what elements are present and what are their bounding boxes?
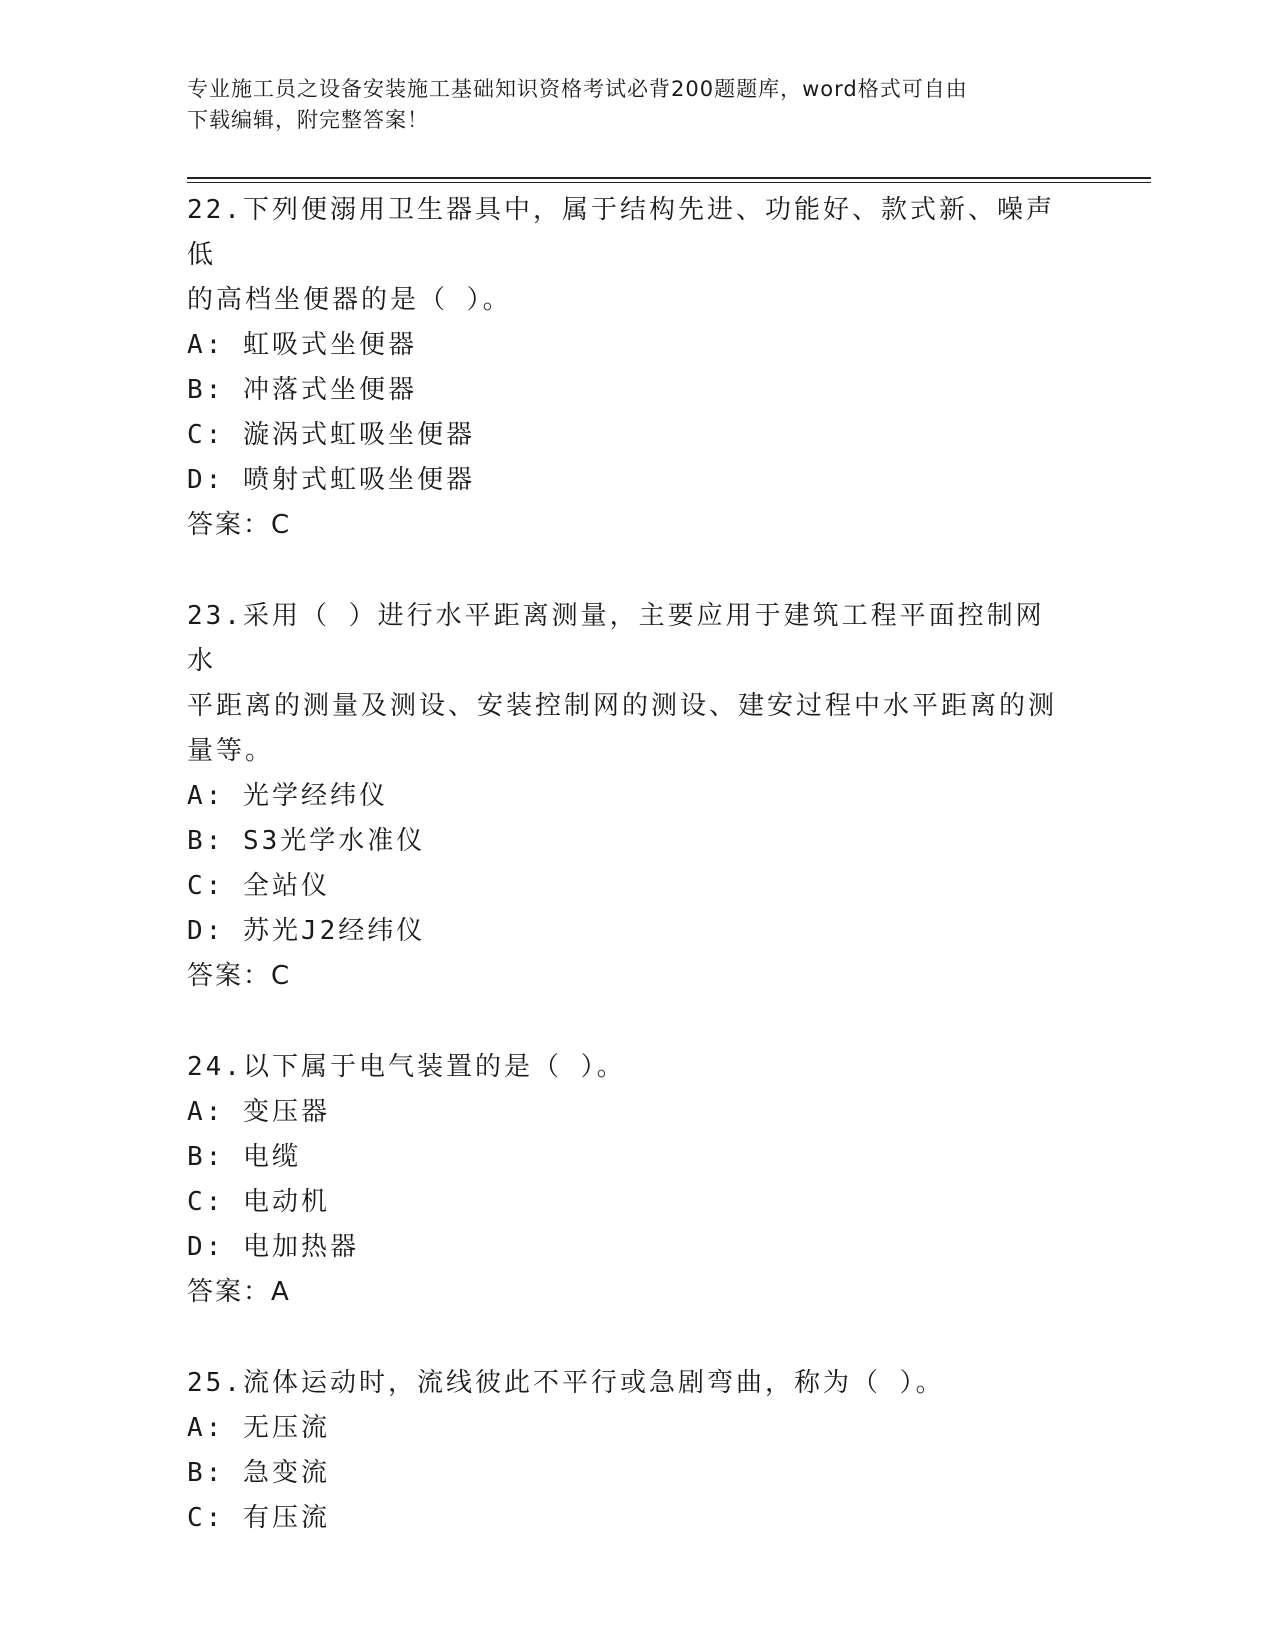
question-text-line-2: 的高档坐便器的是（ ）。 <box>187 285 512 315</box>
option-a: A: 无压流 <box>187 1413 330 1443</box>
answer: 答案：A <box>187 1277 291 1307</box>
question-text-line-1: 以下属于电气装置的是（ ）。 <box>242 1052 626 1082</box>
question-spacer <box>187 1315 1087 1361</box>
question-number: 25. <box>187 1368 243 1398</box>
question-text <box>187 1045 1067 1090</box>
question-text <box>187 1361 1067 1406</box>
question-23 <box>187 594 1087 999</box>
header-line-1: 专业施工员之设备安装施工基础知识资格考试必背200题题库，word格式可自由 <box>187 77 968 101</box>
question-number: 23. <box>187 601 243 631</box>
option-b: B: 电缆 <box>187 1142 301 1172</box>
answer: 答案：C <box>187 510 292 540</box>
question-25 <box>187 1361 1087 1541</box>
question-spacer <box>187 548 1087 594</box>
question-22 <box>187 188 1087 548</box>
option-d: D: 苏光J2经纬仪 <box>187 916 426 946</box>
header-divider-thick <box>187 177 1151 179</box>
option-c: C: 电动机 <box>187 1187 330 1217</box>
question-text-line-3: 量等。 <box>187 736 275 766</box>
option-a: A: 光学经纬仪 <box>187 781 388 811</box>
document-header <box>187 74 1067 136</box>
option-a: A: 虹吸式坐便器 <box>187 330 417 360</box>
question-text-line-1: 采用（ ）进行水平距离测量，主要应用于建筑工程平面控制网水 <box>187 601 1045 676</box>
option-b: B: 急变流 <box>187 1458 330 1488</box>
question-list <box>187 188 1087 1541</box>
option-c: C: 全站仪 <box>187 871 330 901</box>
option-b: B: S3光学水准仪 <box>187 826 426 856</box>
question-24 <box>187 1045 1087 1315</box>
question-text-line-1: 流体运动时，流线彼此不平行或急剧弯曲，称为（ ）。 <box>242 1368 945 1398</box>
header-line-2: 下载编辑，附完整答案！ <box>187 108 429 132</box>
option-b: B: 冲落式坐便器 <box>187 375 417 405</box>
header-divider-thin <box>187 182 1151 183</box>
option-c: C: 有压流 <box>187 1503 330 1533</box>
question-number: 24. <box>187 1052 243 1082</box>
option-d: D: 电加热器 <box>187 1232 359 1262</box>
answer: 答案：C <box>187 961 292 991</box>
option-c: C: 漩涡式虹吸坐便器 <box>187 420 475 450</box>
option-a: A: 变压器 <box>187 1097 330 1127</box>
question-text <box>187 594 1067 774</box>
question-text-line-1: 下列便溺用卫生器具中，属于结构先进、功能好、款式新、噪声低 <box>187 195 1055 270</box>
question-number: 22. <box>187 195 243 225</box>
question-spacer <box>187 999 1087 1045</box>
question-text-line-2: 平距离的测量及测设、安装控制网的测设、建安过程中水平距离的测 <box>187 691 1058 721</box>
question-text <box>187 188 1067 323</box>
option-d: D: 喷射式虹吸坐便器 <box>187 465 475 495</box>
